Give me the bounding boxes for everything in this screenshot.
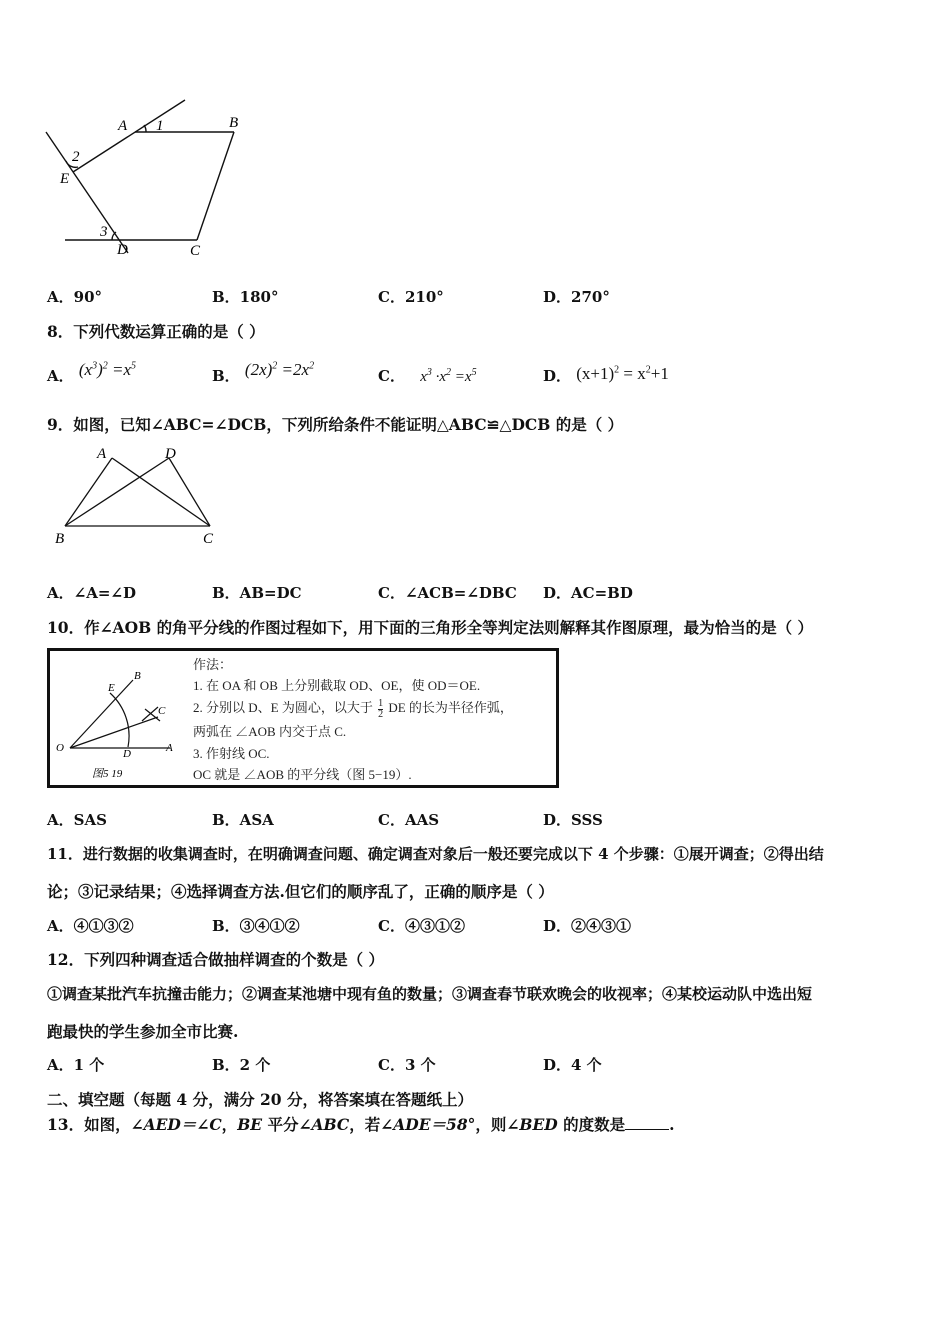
q10-stem: 10．作∠AOB 的角平分线的作图过程如下，用下面的三角形全等判定法则解释其作图原理，最为恰当的是（ ） [47,618,813,637]
segment-BD [65,458,169,526]
method-step-3: 3. 作射线 OC. [193,746,270,761]
line-through-E-D [46,132,128,253]
q11-option-d[interactable]: D．②④③① [543,917,632,935]
angle-arc-3 [112,232,116,240]
q8-option-d[interactable] [543,365,669,386]
ray-OB [70,680,133,748]
label-D: D [165,446,176,462]
segment-BC [197,132,234,240]
q11-option-b[interactable]: B．③④①② [212,917,300,935]
q9-option-b[interactable]: B．AB=DC [212,584,302,602]
q12-option-a[interactable]: A．1 个 [47,1056,105,1074]
q8-option-d-letter: D． [543,367,572,385]
q7-option-a[interactable]: A．90° [47,288,103,306]
label-A: A [97,446,107,462]
q11-stem-line-1: 11．进行数据的收集调查时，在明确调查问题、确定调查对象后一般还要完成以下 4 个步骤：①展开调查；②得出结 [47,845,824,863]
q9-option-a[interactable]: A．∠A=∠D [47,584,136,602]
q9-option-c[interactable]: C．∠ACB=∠DBC [378,584,517,602]
method-step-2: 2. 分别以 D、E 为圆心，以大于 $\frac{1}{2}$ DE 的长为半径作弧， [193,697,513,720]
q8-stem: 8．下列代数运算正确的是（ ） [47,322,265,341]
q11-option-c[interactable]: C．④③①② [378,917,465,935]
label-E: E [60,171,70,187]
q8-option-b[interactable] [212,360,315,386]
q12-items-line-1: ①调查某批汽车抗撞击能力；②调查某池塘中现有鱼的数量；③调查春节联欢晚会的收视率；④某校运动队中选出短 [47,985,813,1003]
q10-option-a[interactable]: A．SAS [47,811,107,829]
answer-blank[interactable] [625,1117,669,1130]
q8-option-a[interactable] [47,360,137,386]
label-B: B [134,670,141,682]
q9-option-d[interactable]: D．AC=BD [543,584,633,602]
label-three: 3 [100,224,108,240]
label-O: O [56,742,64,754]
q11-option-a[interactable]: A．④①③② [47,917,134,935]
segment-DC [169,458,210,526]
q7-option-b[interactable]: B．180° [212,288,279,306]
label-C: C [158,705,166,717]
label-one: 1 [156,118,164,134]
label-B: B [229,115,239,131]
figure-caption: 图5 19 [92,768,123,780]
method-step-1: 1. 在 OA 和 OB 上分别截取 OD、OE，使 OD＝OE. [193,678,481,693]
method-step-2-cont: 两弧在 ∠AOB 内交于点 C. [193,724,347,739]
q12-option-b[interactable]: B．2 个 [212,1056,271,1074]
q10-option-c[interactable]: C．AAS [378,811,440,829]
q12-option-d[interactable]: D．4 个 [543,1056,602,1074]
line-through-A-E [73,100,185,172]
segment-BA [65,458,112,526]
q7-option-c[interactable]: C．210° [378,288,444,306]
q8-option-b-letter: B． [212,367,240,385]
q10-figure [50,651,190,785]
q9-figure [45,442,230,550]
label-D: D [117,242,128,258]
q8-option-a-letter: A． [47,367,74,385]
q10-construction-box [47,648,559,788]
label-B: B [55,531,65,547]
q12-stem: 12．下列四种调查适合做抽样调查的个数是（ ） [47,950,384,969]
q8-option-c-expression: $x^3 \cdot x^2 =x^5$ [420,367,477,385]
q12-items-line-2: 跑最快的学生参加全市比赛. [47,1022,239,1041]
label-D: D [123,748,131,760]
q10-option-b[interactable]: B．ASA [212,811,274,829]
label-E: E [108,682,115,694]
label-C: C [203,531,214,547]
label-A: A [118,118,128,134]
ray-OC [70,717,158,748]
label-two: 2 [72,149,80,165]
q7-figure [40,95,260,265]
q9-stem: 9．如图，已知∠ABC=∠DCB，下列所给条件不能证明△ABC≌△DCB 的是（ ） [47,415,624,434]
q8-option-a-expression: $(x^3)^2 =x^5$ [78,360,137,379]
label-A: A [166,742,173,754]
method-title: 作法： [193,657,233,672]
segment-AC [112,458,210,526]
q8-option-c[interactable] [378,365,477,386]
q8-option-c-letter: C． [378,367,405,385]
q8-option-b-expression: $(2x)^2 =2x^2$ [244,360,315,379]
method-conclusion: OC 就是 ∠AOB 的平分线（图 5−19）. [193,767,412,782]
q13-stem: 13．如图，∠AED＝∠C，BE 平分∠ABC，若∠ADE＝58°，则∠BED 的度数是 . [47,1115,675,1134]
arc-C-from-D [142,707,158,721]
q7-option-d[interactable]: D．270° [543,288,610,306]
section-2-title: 二、填空题（每题 4 分，满分 20 分，将答案填在答题纸上） [47,1090,473,1109]
q11-stem-line-2: 论；③记录结果；④选择调查方法.但它们的顺序乱了，正确的顺序是（ ） [47,882,554,901]
q8-option-d-expression: $(x+1)^2 = x^2+1$ [576,364,669,383]
q10-option-d[interactable]: D．SSS [543,811,603,829]
q12-option-c[interactable]: C．3 个 [378,1056,436,1074]
label-C: C [190,243,201,259]
